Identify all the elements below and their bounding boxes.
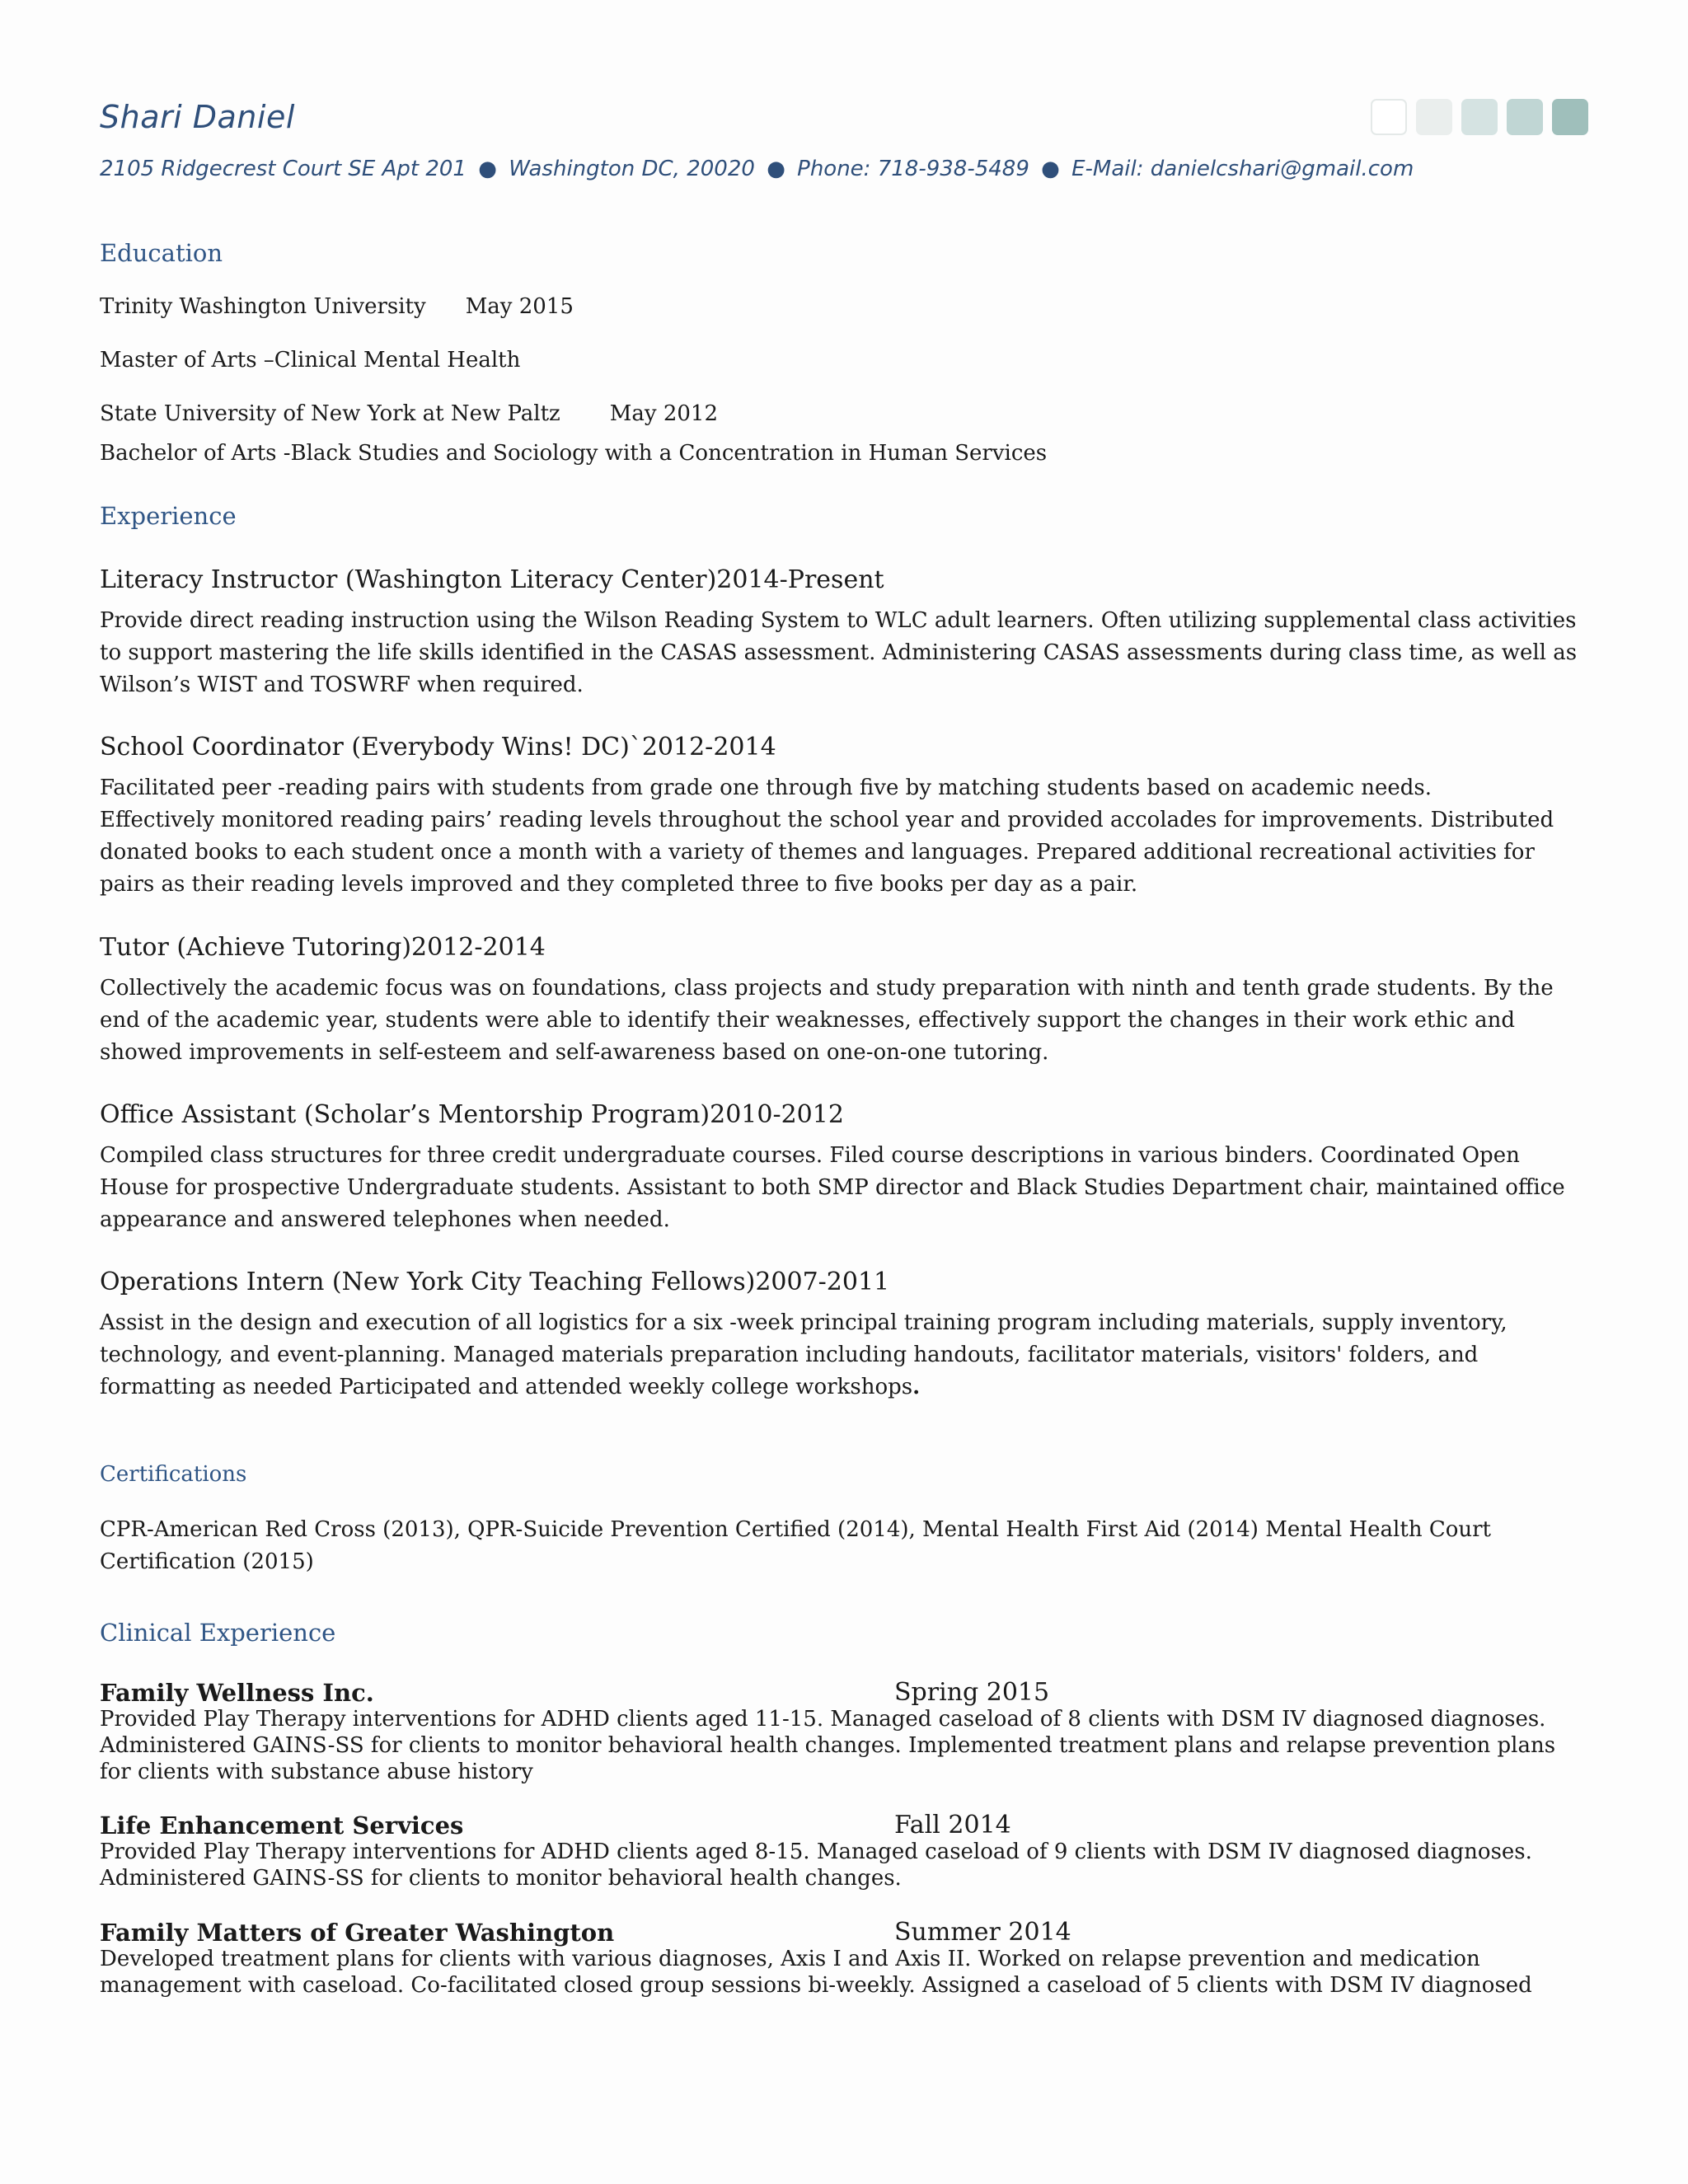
bullet-icon: ●	[1041, 157, 1060, 181]
email: E-Mail: danielcshari@gmail.com	[1071, 157, 1414, 181]
job-date: 2010-2012	[710, 1100, 844, 1129]
clinical-org: Life Enhancement Services	[100, 1811, 464, 1840]
graduation-date: May 2012	[609, 401, 719, 426]
job-description: Compiled class structures for three credit undergraduate courses. Filed course descriptions in various binders. Coordinated Open House for prospective Undergraduate students. Assistant to both SMP director and Black Studies Department chair, maintained office appearance and answered telephones when needed.	[100, 1143, 1565, 1232]
bullet-icon: ●	[767, 157, 785, 181]
job-description: Collectively the academic focus was on foundations, class projects and study preparation with ninth and tenth grade students. By the end of the academic year, students were able to identify their weaknesses, effectively support the changes in their work ethic and showed improvements in self-esteem and self-awareness based on one-on-one tutoring.	[100, 976, 1554, 1065]
contact-line	[100, 157, 1414, 181]
color-swatches	[1371, 99, 1588, 135]
clinical-description: Provided Play Therapy interventions for ADHD clients aged 8-15. Managed caseload of 9 clients with DSM IV diagnosed diagnoses. Administered GAINS-SS for clients to monitor behavioral health changes.	[100, 1840, 1532, 1891]
swatch-1	[1371, 99, 1407, 135]
experience-heading: Experience	[100, 502, 237, 530]
swatch-5	[1552, 99, 1588, 135]
clinical-description: Developed treatment plans for clients with various diagnoses, Axis I and Axis II. Worked on relapse prevention and medication management with caseload. Co-facilitated closed group sessions bi-weekly. Assigned a caseload of 5 clients with DSM IV diagnosed	[100, 1947, 1532, 1998]
clinical-org: Family Wellness Inc.	[100, 1679, 374, 1707]
graduation-date: May 2015	[465, 294, 574, 319]
job-date: `2012-2014	[629, 733, 776, 762]
job-title: School Coordinator (Everybody Wins! DC)`2012-2014	[100, 733, 776, 762]
clinical-description: Provided Play Therapy interventions for ADHD clients aged 11-15. Managed caseload of 8 clients with DSM IV diagnosed diagnoses. Administered GAINS-SS for clients to monitor behavioral health changes. Implemented treatment plans and relapse prevention plans for clients with substance abuse history	[100, 1707, 1556, 1784]
swatch-3	[1461, 99, 1498, 135]
job-title: Office Assistant (Scholar’s Mentorship Program)2010-2012	[100, 1100, 844, 1129]
education-entry-2	[100, 401, 718, 426]
clinical-experience-heading: Clinical Experience	[100, 1619, 336, 1647]
city: Washington DC, 20020	[509, 157, 755, 181]
phone: Phone: 718-938-5489	[797, 157, 1029, 181]
candidate-name: Shari Daniel	[100, 99, 295, 135]
job-title: Operations Intern (New York City Teaching Fellows)2007-2011	[100, 1268, 890, 1296]
clinical-date: Fall 2014	[894, 1811, 1011, 1840]
school-name: State University of New York at New Paltz	[100, 401, 560, 426]
swatch-4	[1507, 99, 1543, 135]
job-date: 2007-2011	[755, 1268, 890, 1296]
education-entry-1	[100, 294, 574, 319]
job-description: Facilitated peer -reading pairs with students from grade one through five by matching students based on academic needs. Effectively monitored reading pairs’ reading levels throughout the school year and provided accolades for improvements. Distributed donated books to each student once a month with a variety of themes and languages. Prepared additional recreational activities for pairs as their reading levels improved and they completed three to five books per day as a pair.	[100, 776, 1554, 897]
certifications-heading: Certifications	[100, 1462, 247, 1487]
clinical-org: Family Matters of Greater Washington	[100, 1919, 615, 1947]
degree: Bachelor of Arts -Black Studies and Sociology with a Concentration in Human Services	[100, 441, 1048, 466]
clinical-date: Summer 2014	[894, 1918, 1071, 1947]
job-date: 2014-Present	[716, 565, 884, 594]
job-description: Provide direct reading instruction using the Wilson Reading System to WLC adult learners. Often utilizing supplemental class activities to support mastering the life skills identified in the CASAS assessment. Administering CASAS assessments during class time, as well as Wilson’s WIST and TOSWRF when required.	[100, 608, 1578, 697]
address: 2105 Ridgecrest Court SE Apt 201	[100, 157, 467, 181]
clinical-date: Spring 2015	[894, 1678, 1050, 1707]
job-date: 2012-2014	[411, 933, 546, 962]
certifications-text: CPR-American Red Cross (2013), QPR-Suicide Prevention Certified (2014), Mental Health First Aid (2014) Mental Health Court Certification (2015)	[100, 1517, 1491, 1574]
degree: Master of Arts –Clinical Mental Health	[100, 348, 521, 373]
school-name: Trinity Washington University	[100, 294, 426, 319]
job-title: Tutor (Achieve Tutoring)2012-2014	[100, 933, 546, 962]
job-title: Literacy Instructor (Washington Literacy Center)2014-Present	[100, 565, 884, 594]
education-heading: Education	[100, 239, 223, 267]
swatch-2	[1416, 99, 1452, 135]
bullet-icon: ●	[478, 157, 497, 181]
job-description: Assist in the design and execution of all logistics for a six -week principal training program including materials, supply inventory, technology, and event-planning. Managed materials preparation including handouts, facilitator materials, visitors' folders, and formatting as needed Participated and attended weekly college workshops.	[100, 1310, 1507, 1399]
